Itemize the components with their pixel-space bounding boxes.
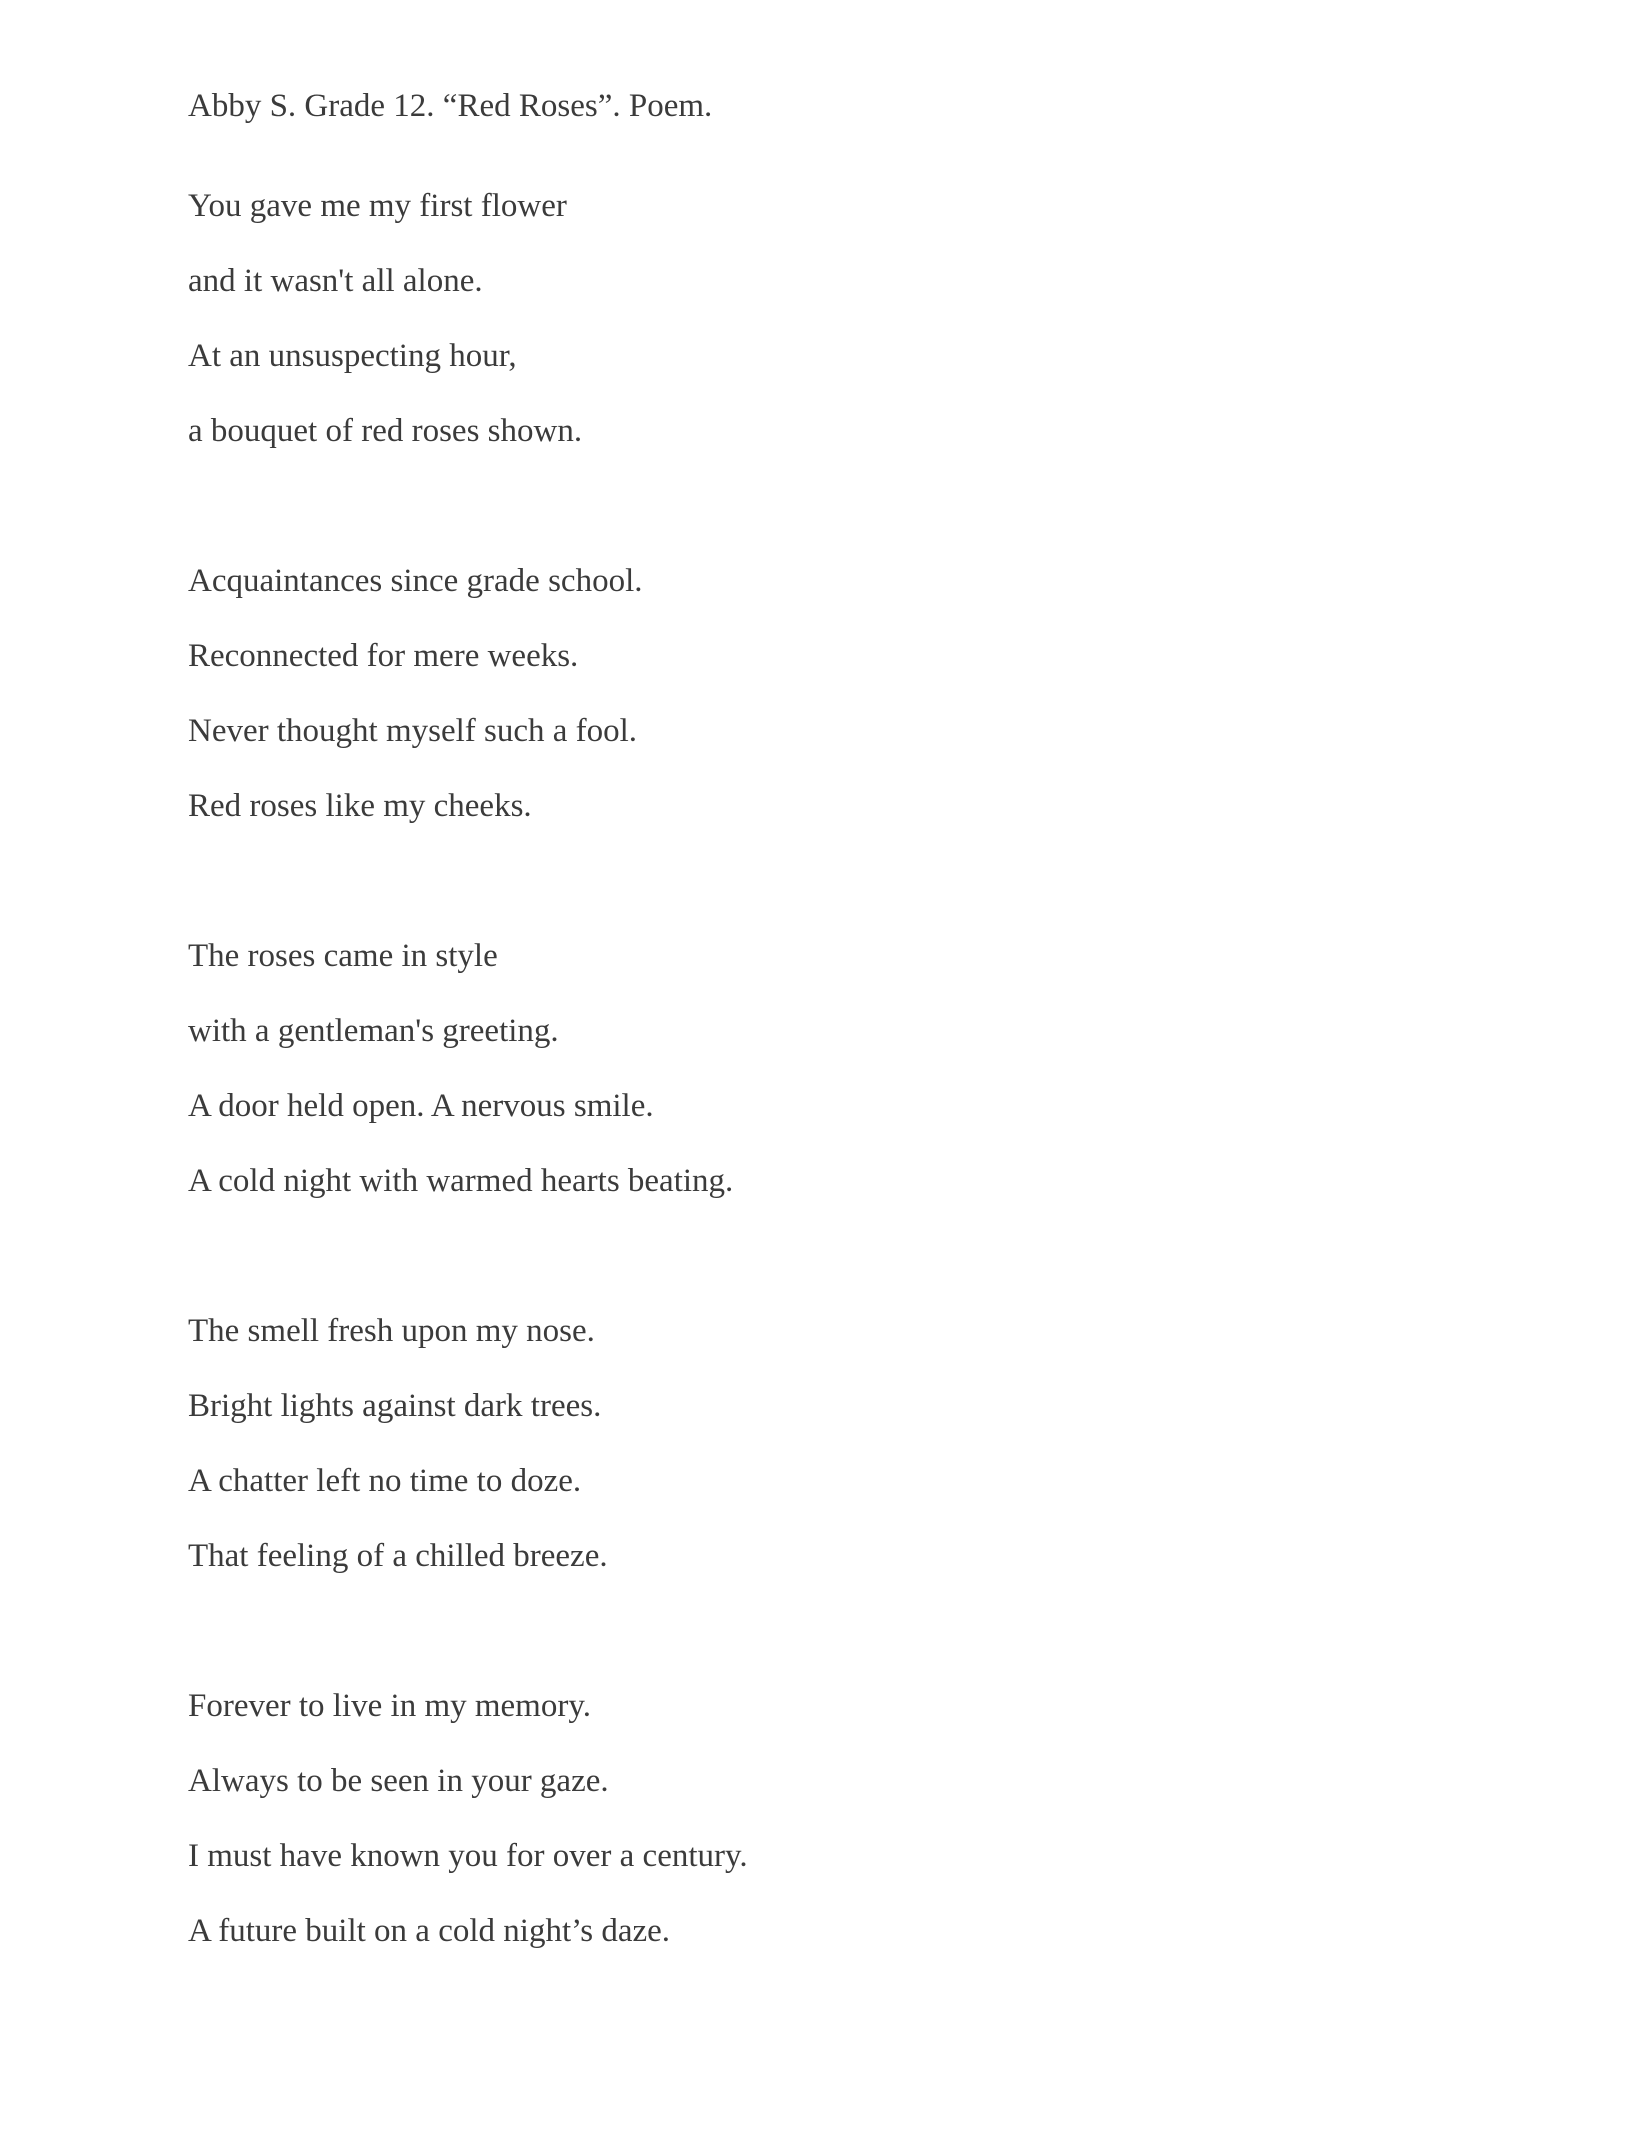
poem-line: I must have known you for over a century. <box>188 1838 748 1874</box>
poem-line: The roses came in style <box>188 938 498 974</box>
poem-line: Forever to live in my memory. <box>188 1688 591 1724</box>
poem-line: Never thought myself such a fool. <box>188 713 638 749</box>
stanza-2 <box>188 561 643 826</box>
poem-line: That feeling of a chilled breeze. <box>188 1538 608 1574</box>
poem-line: The smell fresh upon my nose. <box>188 1313 595 1349</box>
poem-line: A door held open. A nervous smile. <box>188 1088 654 1124</box>
poem-line: A cold night with warmed hearts beating. <box>188 1163 734 1199</box>
document-header: Abby S. Grade 12. “Red Roses”. Poem. <box>188 88 713 124</box>
poem-line: Reconnected for mere weeks. <box>188 638 579 674</box>
poem-line: Always to be seen in your gaze. <box>188 1763 609 1799</box>
poem-line: A chatter left no time to doze. <box>188 1463 582 1499</box>
stanza-5 <box>188 1686 748 1951</box>
poem-line: You gave me my first flower <box>188 188 567 224</box>
poem-line: a bouquet of red roses shown. <box>188 413 583 449</box>
stanza-4 <box>188 1311 608 1576</box>
poem-line: At an unsuspecting hour, <box>188 338 517 374</box>
stanza-1 <box>188 186 582 451</box>
poem-line: Red roses like my cheeks. <box>188 788 532 824</box>
poem-line: Bright lights against dark trees. <box>188 1388 602 1424</box>
poem-line: with a gentleman's greeting. <box>188 1013 559 1049</box>
stanza-3 <box>188 936 733 1201</box>
poem-line: Acquaintances since grade school. <box>188 563 643 599</box>
poem-line: A future built on a cold night’s daze. <box>188 1913 671 1949</box>
poem-line: and it wasn't all alone. <box>188 263 483 299</box>
